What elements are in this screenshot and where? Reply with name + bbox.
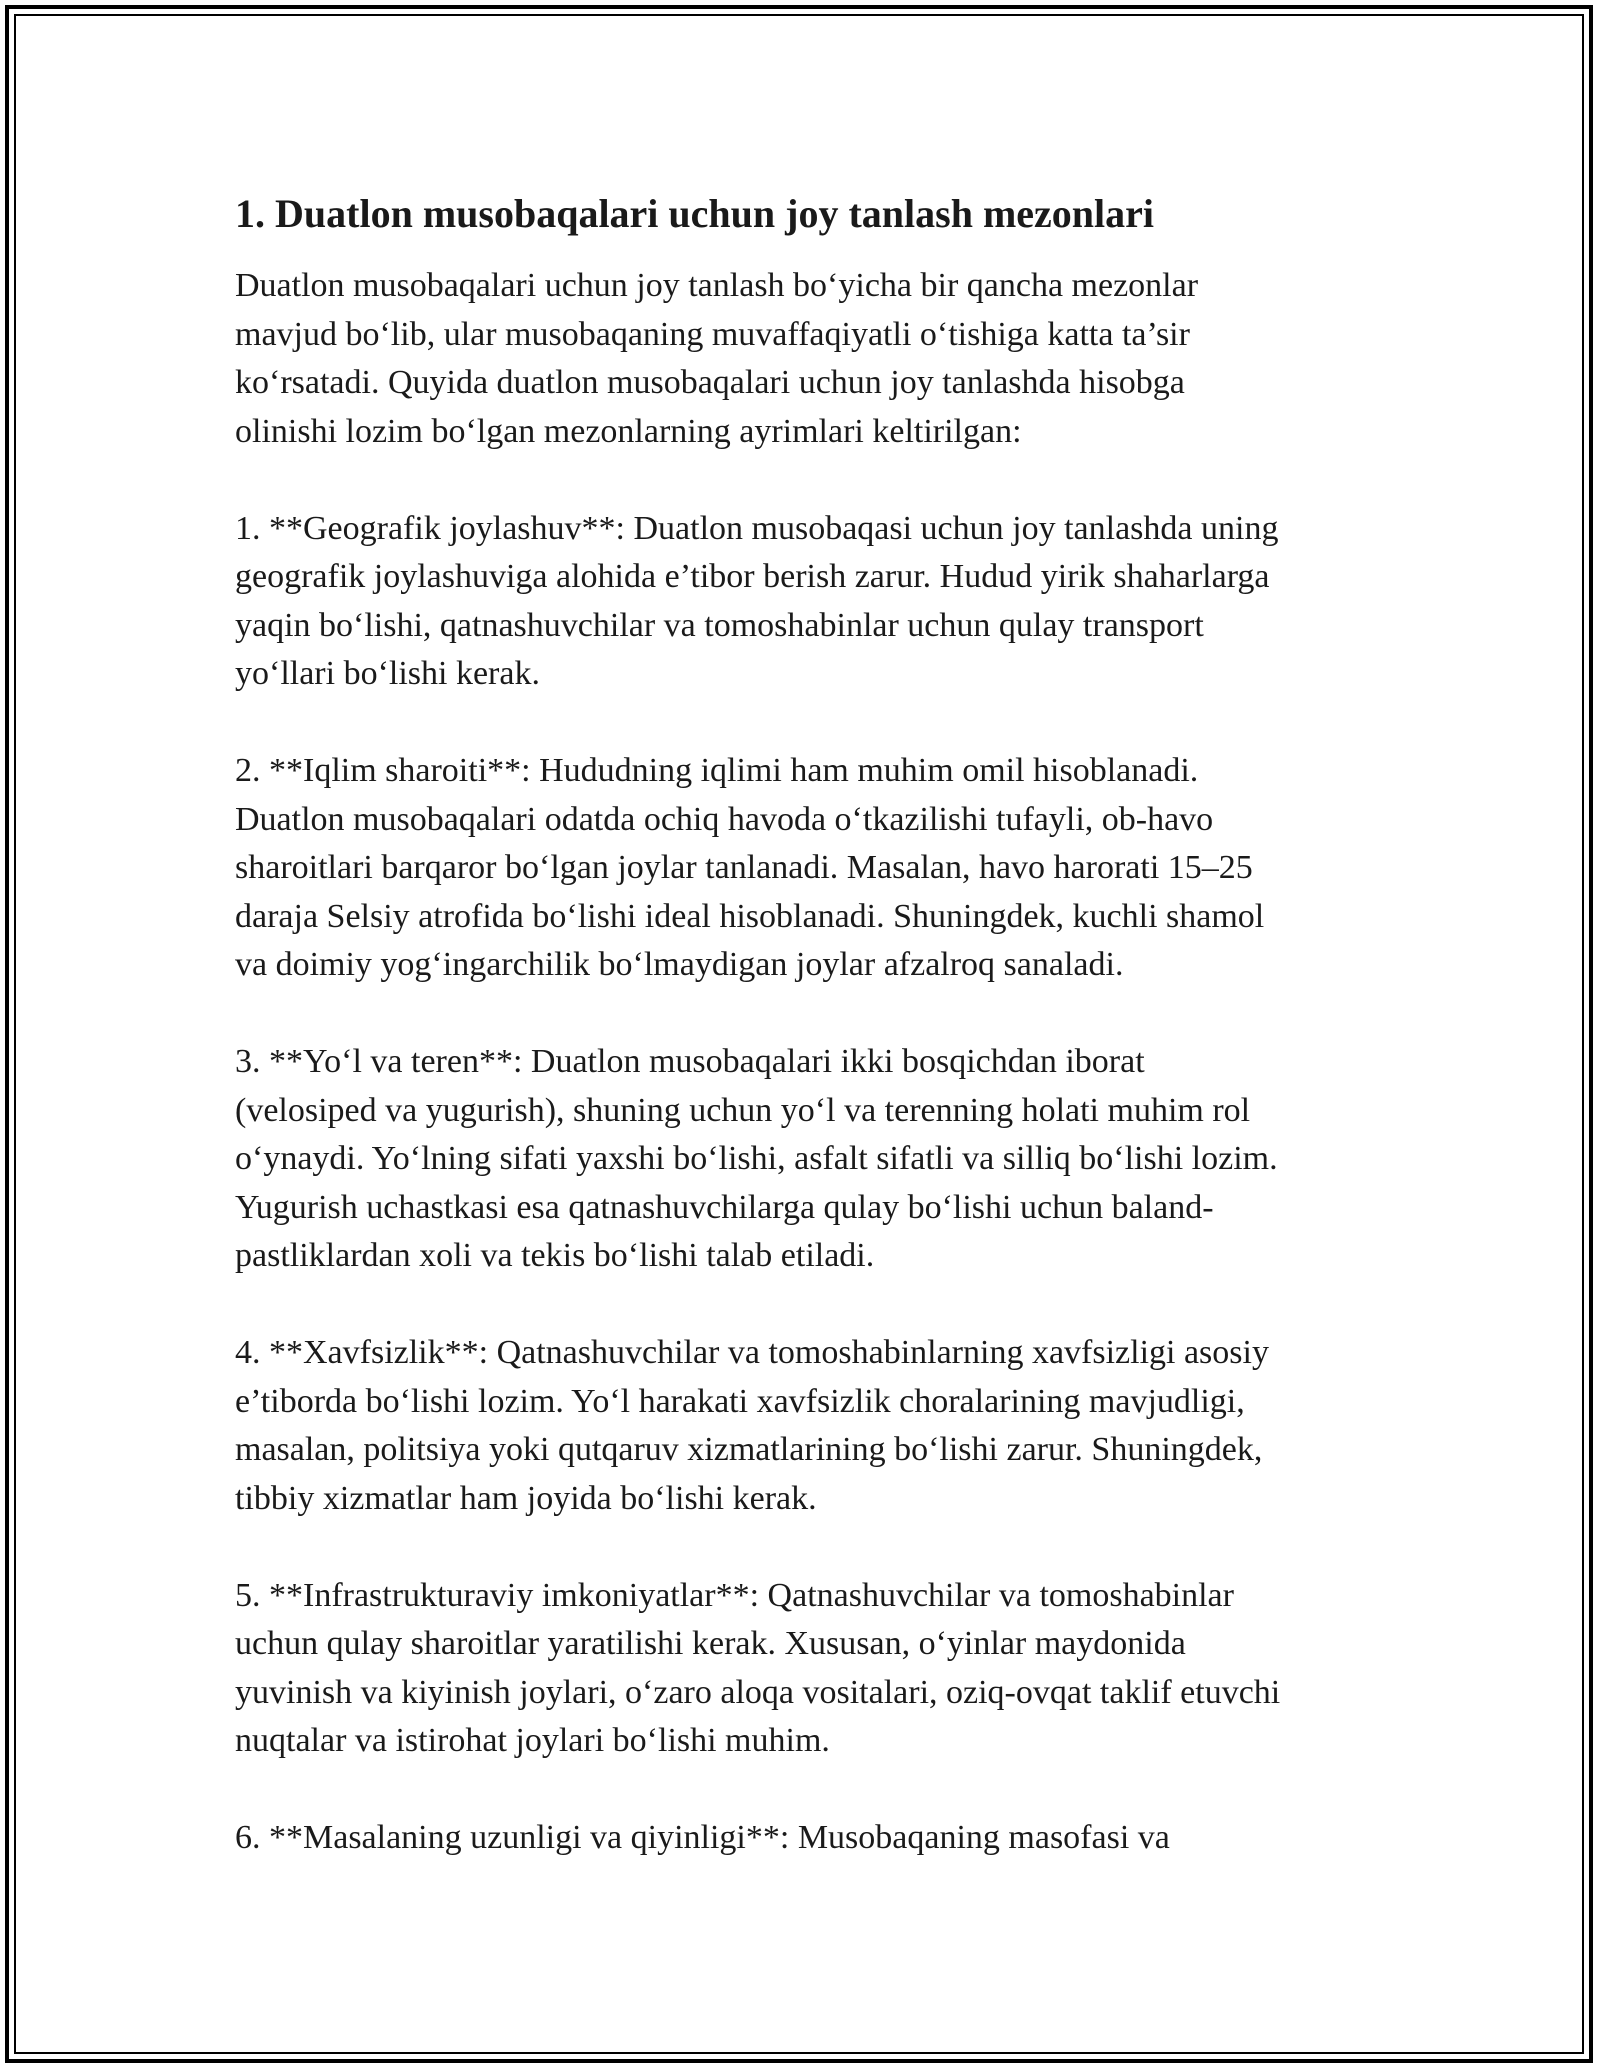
text-line: 1. **Geografik joylashuv**: Duatlon musobaqasi uchun joy tanlashda uning [235,509,1279,547]
text-line: tibbiy xizmatlar ham joyida bo‘lishi kerak. [235,1479,817,1517]
text-line: uchun qulay sharoitlar yaratilishi kerak. Xususan, o‘yinlar maydonida [235,1625,1186,1662]
text-line: ko‘rsatadi. Quyida duatlon musobaqalari uchun joy tanlashda hisobga [235,364,1185,401]
text-line: 6. **Masalaning uzunligi va qiyinligi**: Musobaqaning masofasi va [235,1819,1170,1856]
text-line: geografik joylashuviga alohida e’tibor berish zarur. Hudud yirik shaharlarga [235,558,1270,595]
criterion-safety [235,1329,1385,1523]
text-line: (velosiped va yugurish), shuning uchun yo‘l va terenning holati muhim rol [235,1091,1251,1129]
text-line: sharoitlari barqaror bo‘lgan joylar tanlanadi. Masalan, havo harorati 15–25 [235,849,1253,886]
text-line: va doimiy yog‘ingarchilik bo‘lmaydigan joylar afzalroq sanaladi. [235,946,1124,983]
text-line: 2. **Iqlim sharoiti**: Hududning iqlimi ham muhim omil hisoblanadi. [235,752,1199,789]
text-line: e’tiborda bo‘lishi lozim. Yo‘l harakati xavfsizlik choralarining mavjudligi, [235,1382,1245,1420]
criterion-road-terrain [235,1038,1385,1281]
text-line: yuvinish va kiyinish joylari, o‘zaro aloqa vositalari, oziq-ovqat taklif etuvchi [235,1673,1281,1711]
criterion-infrastructure [235,1572,1385,1766]
text-line: yaqin bo‘lishi, qatnashuvchilar va tomoshabinlar uchun qulay transport [235,606,1204,644]
section-heading: 1. Duatlon musobaqalari uchun joy tanlash mezonlari [235,191,1155,236]
text-line: pastliklardan xoli va tekis bo‘lishi talab etiladi. [235,1237,875,1274]
text-line: 3. **Yo‘l va teren**: Duatlon musobaqalari ikki bosqichdan iborat [235,1043,1145,1080]
text-line: masalan, politsiya yoki qutqaruv xizmatlarining bo‘lishi zarur. Shuningdek, [235,1431,1263,1468]
text-line: 5. **Infrastrukturaviy imkoniyatlar**: Qatnashuvchilar va tomoshabinlar [235,1576,1234,1614]
text-line: olinishi lozim bo‘lgan mezonlarning ayrimlari keltirilgan: [235,412,1022,450]
criterion-geography [235,505,1385,699]
text-line: mavjud bo‘lib, ular musobaqaning muvaffaqiyatli o‘tishiga katta ta’sir [235,315,1190,353]
criterion-distance-difficulty [235,1814,1385,1863]
document-body [235,188,1385,1911]
text-line: 4. **Xavfsizlik**: Qatnashuvchilar va tomoshabinlarning xavfsizligi asosiy [235,1334,1269,1371]
text-line: Yugurish uchastkasi esa qatnashuvchilarga qulay bo‘lishi uchun baland- [235,1188,1214,1226]
text-line: Duatlon musobaqalari uchun joy tanlash bo‘yicha bir qancha mezonlar [235,267,1199,304]
text-line: o‘ynaydi. Yo‘lning sifati yaxshi bo‘lishi, asfalt sifatli va silliq bo‘lishi lozim. [235,1140,1278,1177]
criterion-climate [235,747,1385,990]
text-line: nuqtalar va istirohat joylari bo‘lishi muhim. [235,1722,830,1759]
intro-paragraph [235,262,1385,456]
text-line: daraja Selsiy atrofida bo‘lishi ideal hisoblanadi. Shuningdek, kuchli shamol [235,897,1265,935]
text-line: Duatlon musobaqalari odatda ochiq havoda o‘tkazilishi tufayli, ob-havo [235,800,1214,838]
text-line: yo‘llari bo‘lishi kerak. [235,655,540,692]
